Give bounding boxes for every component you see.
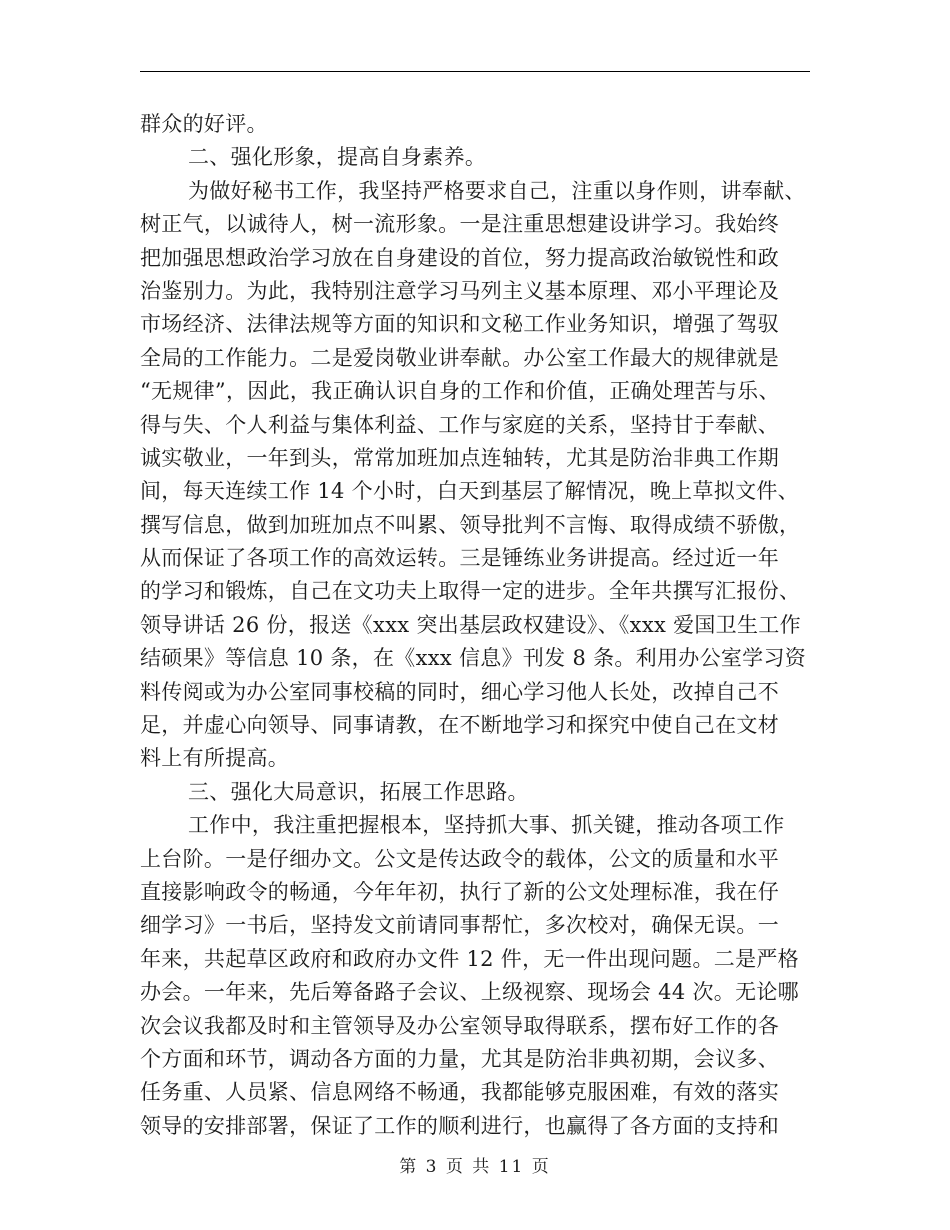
paragraph-line: 次会议我都及时和主管领导及办公室领导取得联系，摆布好工作的各 <box>140 1013 779 1038</box>
paragraph-line: 树正气，以诚待人，树一流形象。一是注重思想建设讲学习。我始终 <box>140 212 779 237</box>
paragraph-line: 市场经济、法律法规等方面的知识和文秘工作业务知识，增强了驾驭 <box>140 312 779 337</box>
paragraph-line: 的学习和锻炼，自己在文功夫上取得一定的进步。全年共撰写汇报份、 <box>140 579 801 604</box>
paragraph-line: 直接影响政令的畅通，今年年初，执行了新的公文处理标准，我在仔 <box>140 879 779 904</box>
paragraph-first-line: 工作中，我注重把握根本，坚持抓大事、抓关键，推动各项工作 <box>188 813 785 838</box>
paragraph-line: 料上有所提高。 <box>140 746 290 771</box>
paragraph-first-line: 三、强化大局意识，拓展工作思路。 <box>188 779 529 804</box>
paragraph-line: 得与失、个人利益与集体利益、工作与家庭的关系，坚持甘于奉献、 <box>140 412 779 437</box>
paragraph-line: 个方面和环节，调动各方面的力量，尤其是防治非典初期，会议多、 <box>140 1046 779 1071</box>
paragraph-line: 撰写信息，做到加班加点不叫累、领导批判不言悔、取得成绩不骄傲， <box>140 512 801 537</box>
header-rule <box>140 71 810 72</box>
paragraph-line: 从而保证了各项工作的高效运转。三是锤练业务讲提高。经过近一年 <box>140 546 779 571</box>
page-number-footer: 第 3 页 共 11 页 <box>399 1157 551 1177</box>
document-body <box>140 108 810 1143</box>
paragraph-line: 料传阅或为办公室同事校稿的同时，细心学习他人长处，改掉自己不 <box>140 679 779 704</box>
paragraph-line: 足，并虚心向领导、同事请教，在不断地学习和探究中使自己在文材 <box>140 713 779 738</box>
paragraph-line: “无规律”，因此，我正确认识自身的工作和价值，正确处理苦与乐、 <box>140 379 780 404</box>
paragraph-line: 结硕果》等信息 10 条，在《xxx 信息》刊发 8 条。利用办公室学习资 <box>140 646 807 671</box>
paragraph-line: 群众的好评。 <box>140 112 268 136</box>
paragraph-line: 把加强思想政治学习放在自身建设的首位，努力提高政治敏锐性和政 <box>140 245 779 270</box>
paragraph-line: 治鉴别力。为此，我特别注意学习马列主义基本原理、邓小平理论及 <box>140 278 779 303</box>
paragraph-first-line: 为做好秘书工作，我坚持严格要求自己，注重以身作则，讲奉献、 <box>188 178 806 203</box>
paragraph-line: 办会。一年来，先后筹备路子会议、上级视察、现场会 44 次。无论哪 <box>140 980 799 1005</box>
paragraph-first-line: 二、强化形象，提高自身素养。 <box>188 145 487 170</box>
paragraph-line: 领导的安排部署，保证了工作的顺利进行，也赢得了各方面的支持和 <box>140 1113 779 1138</box>
paragraph-line: 上台阶。一是仔细办文。公文是传达政令的载体，公文的质量和水平 <box>140 846 779 871</box>
paragraph-line: 细学习》一书后，坚持发文前请同事帮忙，多次校对，确保无误。一 <box>140 913 779 938</box>
paragraph-line: 任务重、人员紧、信息网络不畅通，我都能够克服困难，有效的落实 <box>140 1080 779 1105</box>
paragraph-line: 年来，共起草区政府和政府办文件 12 件，无一件出现问题。二是严格 <box>140 946 799 971</box>
paragraph-line: 诚实敬业，一年到头，常常加班加点连轴转，尤其是防治非典工作期 <box>140 445 779 470</box>
paragraph-line: 间，每天连续工作 14 个小时，白天到基层了解情况，晚上草拟文件、 <box>140 479 799 504</box>
paragraph-line: 领导讲话 26 份，报送《xxx 突出基层政权建设》、《xxx 爱国卫生工作 <box>140 612 801 637</box>
paragraph-line: 全局的工作能力。二是爱岗敬业讲奉献。办公室工作最大的规律就是 <box>140 345 779 370</box>
